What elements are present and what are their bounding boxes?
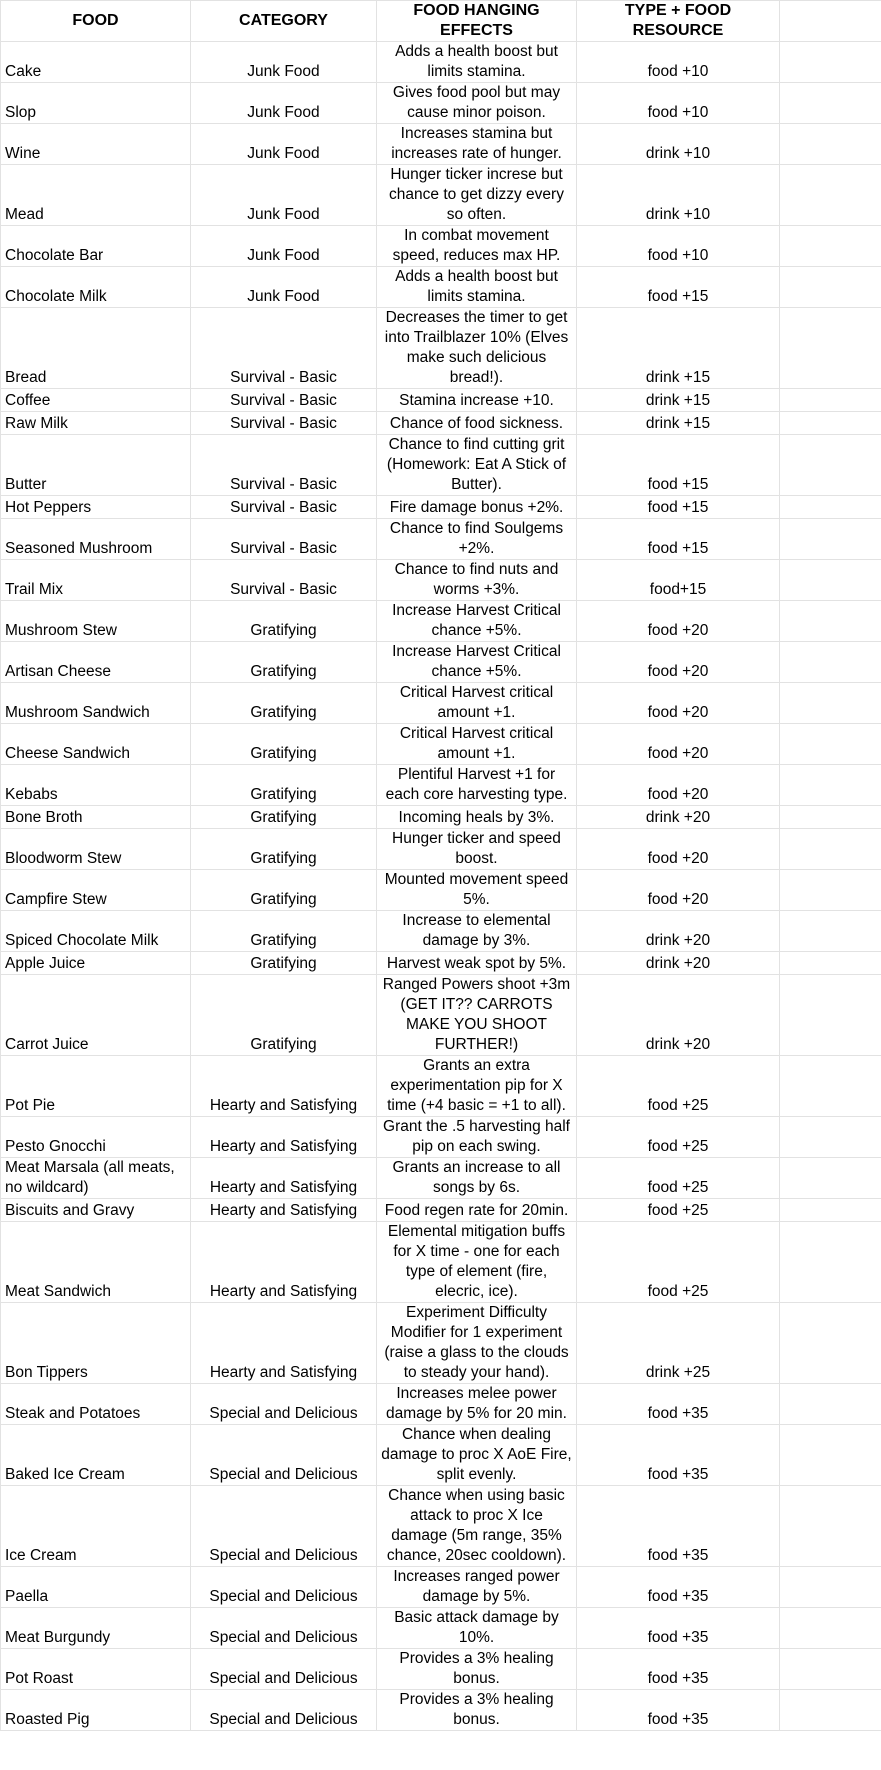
table-row: [1, 975, 881, 1056]
food-cell[interactable]: Ice Cream: [1, 1486, 191, 1567]
category-cell[interactable]: Hearty and Satisfying: [191, 1056, 377, 1117]
effect-cell[interactable]: Mounted movement speed 5%.: [377, 870, 577, 911]
empty-cell: [780, 42, 881, 83]
table-row: [1, 519, 881, 560]
resource-cell[interactable]: food +20: [577, 642, 780, 683]
effect-cell[interactable]: Harvest weak spot by 5%.: [377, 952, 577, 975]
category-cell[interactable]: Gratifying: [191, 952, 377, 975]
resource-cell[interactable]: food +20: [577, 724, 780, 765]
effect-cell[interactable]: Experiment Difficulty Modifier for 1 experiment (raise a glass to the clouds to steady your hand).: [377, 1303, 577, 1384]
table-row: [1, 952, 881, 975]
empty-cell: [780, 226, 881, 267]
table-row: [1, 601, 881, 642]
empty-column: [780, 1, 881, 42]
effect-cell[interactable]: Ranged Powers shoot +3m (GET IT?? CARROTS MAKE YOU SHOOT FURTHER!): [377, 975, 577, 1056]
resource-cell[interactable]: drink +20: [577, 975, 780, 1056]
effect-cell[interactable]: Hunger ticker and speed boost.: [377, 829, 577, 870]
food-cell[interactable]: Kebabs: [1, 765, 191, 806]
header-row: [1, 1, 881, 42]
resource-cell[interactable]: food +10: [577, 42, 780, 83]
header-resource[interactable]: TYPE + FOOD RESOURCE: [577, 1, 780, 42]
effect-cell[interactable]: Increase Harvest Critical chance +5%.: [377, 642, 577, 683]
empty-cell: [780, 601, 881, 642]
empty-cell: [780, 389, 881, 412]
category-cell[interactable]: Survival - Basic: [191, 412, 377, 435]
table-row: [1, 496, 881, 519]
food-cell[interactable]: Bon Tippers: [1, 1303, 191, 1384]
effect-cell[interactable]: Provides a 3% healing bonus.: [377, 1690, 577, 1731]
table-row: [1, 412, 881, 435]
resource-cell[interactable]: food +15: [577, 496, 780, 519]
category-cell[interactable]: Gratifying: [191, 642, 377, 683]
food-cell[interactable]: Pot Roast: [1, 1649, 191, 1690]
table-row: [1, 83, 881, 124]
effect-cell[interactable]: Grant the .5 harvesting half pip on each swing.: [377, 1117, 577, 1158]
resource-cell[interactable]: food +15: [577, 519, 780, 560]
table-row: [1, 1567, 881, 1608]
category-cell[interactable]: Special and Delicious: [191, 1567, 377, 1608]
food-cell[interactable]: Mushroom Sandwich: [1, 683, 191, 724]
table-row: [1, 1056, 881, 1117]
table-row: [1, 308, 881, 389]
effect-cell[interactable]: Adds a health boost but limits stamina.: [377, 42, 577, 83]
header-effects[interactable]: FOOD HANGING EFFECTS: [377, 1, 577, 42]
food-cell[interactable]: Coffee: [1, 389, 191, 412]
empty-cell: [780, 1117, 881, 1158]
empty-cell: [780, 1425, 881, 1486]
table-row: [1, 435, 881, 496]
category-cell[interactable]: Junk Food: [191, 226, 377, 267]
resource-cell[interactable]: drink +25: [577, 1303, 780, 1384]
resource-cell[interactable]: food +15: [577, 435, 780, 496]
resource-cell[interactable]: food +20: [577, 765, 780, 806]
food-cell[interactable]: Roasted Pig: [1, 1690, 191, 1731]
empty-cell: [780, 829, 881, 870]
category-cell[interactable]: Junk Food: [191, 165, 377, 226]
empty-cell: [780, 412, 881, 435]
food-cell[interactable]: Hot Peppers: [1, 496, 191, 519]
effect-cell[interactable]: Critical Harvest critical amount +1.: [377, 724, 577, 765]
resource-cell[interactable]: food +20: [577, 601, 780, 642]
resource-cell[interactable]: food +35: [577, 1690, 780, 1731]
category-cell[interactable]: Special and Delicious: [191, 1425, 377, 1486]
category-cell[interactable]: Special and Delicious: [191, 1486, 377, 1567]
category-cell[interactable]: Gratifying: [191, 870, 377, 911]
empty-cell: [780, 911, 881, 952]
food-cell[interactable]: Meat Sandwich: [1, 1222, 191, 1303]
effect-cell[interactable]: Chance to find nuts and worms +3%.: [377, 560, 577, 601]
category-cell[interactable]: Survival - Basic: [191, 496, 377, 519]
resource-cell[interactable]: food +35: [577, 1384, 780, 1425]
effect-cell[interactable]: Plentiful Harvest +1 for each core harvesting type.: [377, 765, 577, 806]
food-cell[interactable]: Chocolate Milk: [1, 267, 191, 308]
category-cell[interactable]: Gratifying: [191, 765, 377, 806]
effect-cell[interactable]: In combat movement speed, reduces max HP.: [377, 226, 577, 267]
table-row: [1, 267, 881, 308]
category-cell[interactable]: Survival - Basic: [191, 435, 377, 496]
resource-cell[interactable]: food +35: [577, 1486, 780, 1567]
category-cell[interactable]: Gratifying: [191, 724, 377, 765]
table-row: [1, 870, 881, 911]
table-row: [1, 165, 881, 226]
food-cell[interactable]: Apple Juice: [1, 952, 191, 975]
food-cell[interactable]: Pot Pie: [1, 1056, 191, 1117]
food-cell[interactable]: Bone Broth: [1, 806, 191, 829]
empty-cell: [780, 1384, 881, 1425]
effect-cell[interactable]: Grants an extra experimentation pip for X time (+4 basic = +1 to all).: [377, 1056, 577, 1117]
table-row: [1, 42, 881, 83]
category-cell[interactable]: Hearty and Satisfying: [191, 1158, 377, 1199]
empty-cell: [780, 870, 881, 911]
effect-cell[interactable]: Decreases the timer to get into Trailblazer 10% (Elves make such delicious bread!).: [377, 308, 577, 389]
empty-cell: [780, 1199, 881, 1222]
empty-cell: [780, 1486, 881, 1567]
table-row: [1, 829, 881, 870]
empty-cell: [780, 1158, 881, 1199]
resource-cell[interactable]: drink +15: [577, 308, 780, 389]
food-cell[interactable]: Seasoned Mushroom: [1, 519, 191, 560]
resource-cell[interactable]: food +35: [577, 1567, 780, 1608]
effect-cell[interactable]: Increase to elemental damage by 3%.: [377, 911, 577, 952]
table-row: [1, 389, 881, 412]
resource-cell[interactable]: drink +15: [577, 389, 780, 412]
resource-cell[interactable]: food+15: [577, 560, 780, 601]
empty-cell: [780, 1690, 881, 1731]
effect-cell[interactable]: Basic attack damage by 10%.: [377, 1608, 577, 1649]
food-cell[interactable]: Cheese Sandwich: [1, 724, 191, 765]
table-row: [1, 1199, 881, 1222]
category-cell[interactable]: Special and Delicious: [191, 1608, 377, 1649]
food-cell[interactable]: Bread: [1, 308, 191, 389]
table-row: [1, 1690, 881, 1731]
table-row: [1, 1425, 881, 1486]
food-cell[interactable]: Meat Burgundy: [1, 1608, 191, 1649]
empty-cell: [780, 683, 881, 724]
resource-cell[interactable]: drink +20: [577, 952, 780, 975]
effect-cell[interactable]: Gives food pool but may cause minor poison.: [377, 83, 577, 124]
empty-cell: [780, 560, 881, 601]
resource-cell[interactable]: drink +20: [577, 911, 780, 952]
effect-cell[interactable]: Increase Harvest Critical chance +5%.: [377, 601, 577, 642]
empty-cell: [780, 806, 881, 829]
effect-cell[interactable]: Chance to find cutting grit (Homework: Eat A Stick of Butter).: [377, 435, 577, 496]
category-cell[interactable]: Gratifying: [191, 683, 377, 724]
empty-cell: [780, 496, 881, 519]
resource-cell[interactable]: drink +10: [577, 124, 780, 165]
food-cell[interactable]: Campfire Stew: [1, 870, 191, 911]
empty-cell: [780, 1222, 881, 1303]
effect-cell[interactable]: Chance when dealing damage to proc X AoE Fire, split evenly.: [377, 1425, 577, 1486]
table-row: [1, 1608, 881, 1649]
resource-cell[interactable]: food +10: [577, 226, 780, 267]
table-row: [1, 1649, 881, 1690]
empty-cell: [780, 724, 881, 765]
category-cell[interactable]: Gratifying: [191, 601, 377, 642]
category-cell[interactable]: Hearty and Satisfying: [191, 1222, 377, 1303]
table-row: [1, 124, 881, 165]
food-cell[interactable]: Bloodworm Stew: [1, 829, 191, 870]
empty-cell: [780, 83, 881, 124]
resource-cell[interactable]: food +25: [577, 1158, 780, 1199]
food-cell[interactable]: Spiced Chocolate Milk: [1, 911, 191, 952]
table-row: [1, 806, 881, 829]
empty-cell: [780, 642, 881, 683]
header-food[interactable]: FOOD: [1, 1, 191, 42]
empty-cell: [780, 435, 881, 496]
table-row: [1, 1117, 881, 1158]
resource-cell[interactable]: food +35: [577, 1608, 780, 1649]
food-cell[interactable]: Carrot Juice: [1, 975, 191, 1056]
empty-cell: [780, 124, 881, 165]
food-cell[interactable]: Butter: [1, 435, 191, 496]
resource-cell[interactable]: food +25: [577, 1056, 780, 1117]
resource-cell[interactable]: food +25: [577, 1199, 780, 1222]
empty-cell: [780, 1056, 881, 1117]
food-cell[interactable]: Meat Marsala (all meats, no wildcard): [1, 1158, 191, 1199]
category-cell[interactable]: Junk Food: [191, 267, 377, 308]
category-cell[interactable]: Special and Delicious: [191, 1649, 377, 1690]
food-cell[interactable]: Paella: [1, 1567, 191, 1608]
food-cell[interactable]: Mead: [1, 165, 191, 226]
effect-cell[interactable]: Increases stamina but increases rate of hunger.: [377, 124, 577, 165]
empty-cell: [780, 1303, 881, 1384]
table-row: [1, 1158, 881, 1199]
table-row: [1, 560, 881, 601]
effect-cell[interactable]: Stamina increase +10.: [377, 389, 577, 412]
food-cell[interactable]: Raw Milk: [1, 412, 191, 435]
effect-cell[interactable]: Critical Harvest critical amount +1.: [377, 683, 577, 724]
resource-cell[interactable]: drink +10: [577, 165, 780, 226]
table-row: [1, 1303, 881, 1384]
empty-cell: [780, 1567, 881, 1608]
food-cell[interactable]: Mushroom Stew: [1, 601, 191, 642]
category-cell[interactable]: Hearty and Satisfying: [191, 1199, 377, 1222]
resource-cell[interactable]: food +20: [577, 683, 780, 724]
category-cell[interactable]: Special and Delicious: [191, 1690, 377, 1731]
food-cell[interactable]: Steak and Potatoes: [1, 1384, 191, 1425]
effect-cell[interactable]: Food regen rate for 20min.: [377, 1199, 577, 1222]
empty-cell: [780, 308, 881, 389]
effect-cell[interactable]: Chance when using basic attack to proc X Ice damage (5m range, 35% chance, 20sec cooldown).: [377, 1486, 577, 1567]
empty-cell: [780, 267, 881, 308]
resource-cell[interactable]: food +25: [577, 1222, 780, 1303]
table-row: [1, 1222, 881, 1303]
resource-cell[interactable]: drink +15: [577, 412, 780, 435]
category-cell[interactable]: Survival - Basic: [191, 560, 377, 601]
empty-cell: [780, 1608, 881, 1649]
empty-cell: [780, 1649, 881, 1690]
food-cell[interactable]: Baked Ice Cream: [1, 1425, 191, 1486]
category-cell[interactable]: Gratifying: [191, 975, 377, 1056]
category-cell[interactable]: Hearty and Satisfying: [191, 1303, 377, 1384]
category-cell[interactable]: Junk Food: [191, 83, 377, 124]
category-cell[interactable]: Gratifying: [191, 911, 377, 952]
resource-cell[interactable]: food +35: [577, 1425, 780, 1486]
effect-cell[interactable]: Increases ranged power damage by 5%.: [377, 1567, 577, 1608]
effect-cell[interactable]: Fire damage bonus +2%.: [377, 496, 577, 519]
table-row: [1, 1384, 881, 1425]
table-row: [1, 642, 881, 683]
effect-cell[interactable]: Provides a 3% healing bonus.: [377, 1649, 577, 1690]
food-cell[interactable]: Trail Mix: [1, 560, 191, 601]
effect-cell[interactable]: Elemental mitigation buffs for X time - one for each type of element (fire, elecric, ice).: [377, 1222, 577, 1303]
category-cell[interactable]: Junk Food: [191, 124, 377, 165]
effect-cell[interactable]: Chance to find Soulgems +2%.: [377, 519, 577, 560]
category-cell[interactable]: Survival - Basic: [191, 389, 377, 412]
category-cell[interactable]: Special and Delicious: [191, 1384, 377, 1425]
category-cell[interactable]: Hearty and Satisfying: [191, 1117, 377, 1158]
effect-cell[interactable]: Hunger ticker increse but chance to get dizzy every so often.: [377, 165, 577, 226]
food-cell[interactable]: Wine: [1, 124, 191, 165]
food-cell[interactable]: Cake: [1, 42, 191, 83]
category-cell[interactable]: Survival - Basic: [191, 519, 377, 560]
food-cell[interactable]: Pesto Gnocchi: [1, 1117, 191, 1158]
effect-cell[interactable]: Increases melee power damage by 5% for 20 min.: [377, 1384, 577, 1425]
effect-cell[interactable]: Adds a health boost but limits stamina.: [377, 267, 577, 308]
category-cell[interactable]: Gratifying: [191, 806, 377, 829]
resource-cell[interactable]: food +20: [577, 870, 780, 911]
table-row: [1, 765, 881, 806]
table-row: [1, 911, 881, 952]
effect-cell[interactable]: Grants an increase to all songs by 6s.: [377, 1158, 577, 1199]
resource-cell[interactable]: food +25: [577, 1117, 780, 1158]
effect-cell[interactable]: Chance of food sickness.: [377, 412, 577, 435]
resource-cell[interactable]: food +10: [577, 83, 780, 124]
empty-cell: [780, 975, 881, 1056]
empty-cell: [780, 165, 881, 226]
header-category[interactable]: CATEGORY: [191, 1, 377, 42]
resource-cell[interactable]: drink +20: [577, 806, 780, 829]
empty-cell: [780, 519, 881, 560]
table-row: [1, 226, 881, 267]
empty-cell: [780, 765, 881, 806]
table-row: [1, 1486, 881, 1567]
food-cell[interactable]: Biscuits and Gravy: [1, 1199, 191, 1222]
food-cell[interactable]: Slop: [1, 83, 191, 124]
table-row: [1, 683, 881, 724]
table-row: [1, 724, 881, 765]
resource-cell[interactable]: food +35: [577, 1649, 780, 1690]
effect-cell[interactable]: Incoming heals by 3%.: [377, 806, 577, 829]
resource-cell[interactable]: food +20: [577, 829, 780, 870]
food-cell[interactable]: Chocolate Bar: [1, 226, 191, 267]
resource-cell[interactable]: food +15: [577, 267, 780, 308]
empty-cell: [780, 952, 881, 975]
food-cell[interactable]: Artisan Cheese: [1, 642, 191, 683]
category-cell[interactable]: Junk Food: [191, 42, 377, 83]
category-cell[interactable]: Survival - Basic: [191, 308, 377, 389]
category-cell[interactable]: Gratifying: [191, 829, 377, 870]
